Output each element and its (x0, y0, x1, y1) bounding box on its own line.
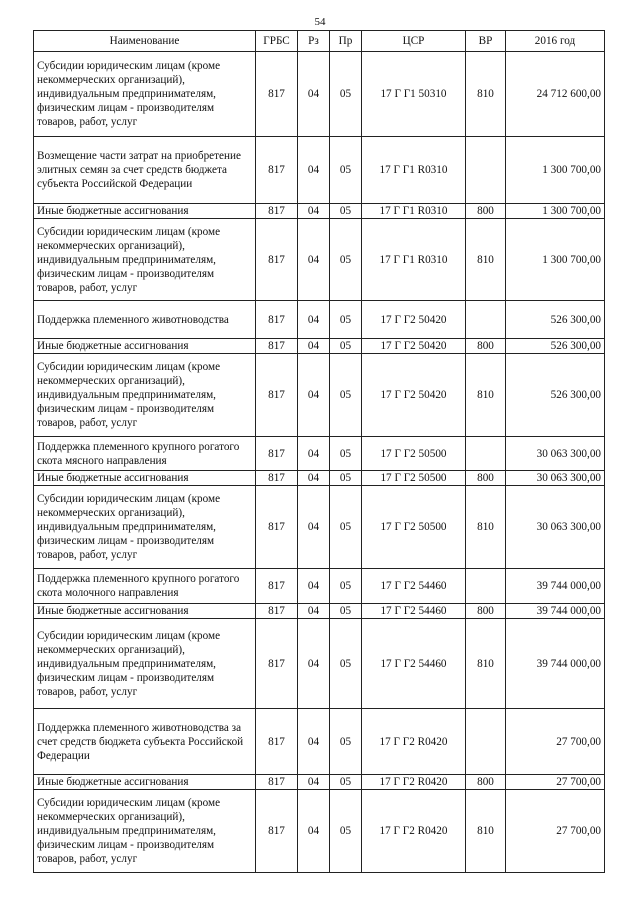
row-grbs: 817 (256, 219, 298, 301)
row-pr: 05 (330, 339, 362, 354)
row-rz: 04 (298, 604, 330, 619)
row-vr (466, 301, 506, 339)
row-vr: 810 (466, 486, 506, 569)
row-rz: 04 (298, 301, 330, 339)
row-amount: 30 063 300,00 (506, 437, 605, 471)
row-pr: 05 (330, 204, 362, 219)
row-name: Субсидии юридическим лицам (кроме некоммерческих организаций), индивидуальным предпринимателям, физическим лицам - производителям товаров, работ, услуг (34, 790, 256, 873)
table-header-row (34, 31, 605, 52)
table-row (34, 339, 605, 354)
row-grbs: 817 (256, 301, 298, 339)
row-amount: 1 300 700,00 (506, 137, 605, 204)
row-vr (466, 437, 506, 471)
table-row (34, 775, 605, 790)
row-rz: 04 (298, 775, 330, 790)
row-amount: 526 300,00 (506, 301, 605, 339)
row-grbs: 817 (256, 604, 298, 619)
row-amount: 39 744 000,00 (506, 569, 605, 604)
row-pr: 05 (330, 137, 362, 204)
row-grbs: 817 (256, 52, 298, 137)
row-vr: 810 (466, 219, 506, 301)
row-amount: 526 300,00 (506, 354, 605, 437)
row-name: Иные бюджетные ассигнования (34, 604, 256, 619)
row-vr: 810 (466, 52, 506, 137)
row-vr: 800 (466, 339, 506, 354)
table-row (34, 204, 605, 219)
row-csr: 17 Г Г1 50310 (362, 52, 466, 137)
table-row (34, 354, 605, 437)
row-vr (466, 569, 506, 604)
row-amount: 1 300 700,00 (506, 219, 605, 301)
header-name: Наименование (34, 31, 256, 52)
row-pr: 05 (330, 709, 362, 775)
header-grbs: ГРБС (256, 31, 298, 52)
row-name: Субсидии юридическим лицам (кроме некоммерческих организаций), индивидуальным предпринимателям, физическим лицам - производителям товаров, работ, услуг (34, 52, 256, 137)
row-name: Иные бюджетные ассигнования (34, 204, 256, 219)
row-pr: 05 (330, 354, 362, 437)
row-grbs: 817 (256, 709, 298, 775)
row-csr: 17 Г Г2 54460 (362, 604, 466, 619)
row-csr: 17 Г Г2 50500 (362, 437, 466, 471)
row-csr: 17 Г Г2 R0420 (362, 709, 466, 775)
row-amount: 30 063 300,00 (506, 471, 605, 486)
row-vr: 800 (466, 204, 506, 219)
row-rz: 04 (298, 339, 330, 354)
row-rz: 04 (298, 569, 330, 604)
row-vr: 810 (466, 354, 506, 437)
row-rz: 04 (298, 619, 330, 709)
row-csr: 17 Г Г1 R0310 (362, 219, 466, 301)
table-row (34, 437, 605, 471)
row-amount: 27 700,00 (506, 775, 605, 790)
table-row (34, 790, 605, 873)
row-rz: 04 (298, 471, 330, 486)
row-csr: 17 Г Г2 R0420 (362, 775, 466, 790)
row-vr (466, 137, 506, 204)
row-pr: 05 (330, 775, 362, 790)
row-rz: 04 (298, 204, 330, 219)
row-vr: 800 (466, 471, 506, 486)
row-pr: 05 (330, 486, 362, 569)
row-rz: 04 (298, 709, 330, 775)
table-row (34, 709, 605, 775)
row-vr (466, 709, 506, 775)
row-name: Поддержка племенного крупного рогатого скота молочного направления (34, 569, 256, 604)
header-year: 2016 год (506, 31, 605, 52)
row-pr: 05 (330, 437, 362, 471)
row-csr: 17 Г Г2 50500 (362, 486, 466, 569)
row-amount: 30 063 300,00 (506, 486, 605, 569)
header-pr: Пр (330, 31, 362, 52)
row-vr: 810 (466, 790, 506, 873)
row-csr: 17 Г Г2 54460 (362, 619, 466, 709)
row-grbs: 817 (256, 775, 298, 790)
table-row (34, 604, 605, 619)
row-grbs: 817 (256, 339, 298, 354)
row-name: Иные бюджетные ассигнования (34, 775, 256, 790)
row-pr: 05 (330, 301, 362, 339)
row-pr: 05 (330, 219, 362, 301)
header-vr: ВР (466, 31, 506, 52)
row-rz: 04 (298, 486, 330, 569)
row-name: Иные бюджетные ассигнования (34, 339, 256, 354)
row-csr: 17 Г Г2 54460 (362, 569, 466, 604)
row-rz: 04 (298, 354, 330, 437)
table-row (34, 471, 605, 486)
table-row (34, 301, 605, 339)
row-rz: 04 (298, 137, 330, 204)
row-pr: 05 (330, 52, 362, 137)
row-csr: 17 Г Г1 R0310 (362, 204, 466, 219)
table-row (34, 219, 605, 301)
row-grbs: 817 (256, 486, 298, 569)
page-number: 54 (314, 16, 326, 28)
row-grbs: 817 (256, 790, 298, 873)
row-rz: 04 (298, 52, 330, 137)
table-row (34, 137, 605, 204)
row-csr: 17 Г Г2 50420 (362, 354, 466, 437)
row-grbs: 817 (256, 204, 298, 219)
row-name: Поддержка племенного животноводства (34, 301, 256, 339)
row-csr: 17 Г Г2 50420 (362, 339, 466, 354)
row-name: Иные бюджетные ассигнования (34, 471, 256, 486)
table-row (34, 619, 605, 709)
row-amount: 39 744 000,00 (506, 619, 605, 709)
row-amount: 24 712 600,00 (506, 52, 605, 137)
row-amount: 526 300,00 (506, 339, 605, 354)
row-vr: 800 (466, 775, 506, 790)
table-row (34, 52, 605, 137)
table-row (34, 486, 605, 569)
row-amount: 27 700,00 (506, 709, 605, 775)
row-name: Поддержка племенного животноводства за счет средств бюджета субъекта Российской Федерации (34, 709, 256, 775)
row-name: Субсидии юридическим лицам (кроме некоммерческих организаций), индивидуальным предпринимателям, физическим лицам - производителям товаров, работ, услуг (34, 219, 256, 301)
header-rz: Рз (298, 31, 330, 52)
row-name: Субсидии юридическим лицам (кроме некоммерческих организаций), индивидуальным предпринимателям, физическим лицам - производителям товаров, работ, услуг (34, 354, 256, 437)
row-vr: 800 (466, 604, 506, 619)
header-csr: ЦСР (362, 31, 466, 52)
row-csr: 17 Г Г2 50420 (362, 301, 466, 339)
row-rz: 04 (298, 437, 330, 471)
row-csr: 17 Г Г1 R0310 (362, 137, 466, 204)
budget-table (33, 30, 605, 873)
row-grbs: 817 (256, 471, 298, 486)
row-grbs: 817 (256, 619, 298, 709)
row-rz: 04 (298, 790, 330, 873)
row-csr: 17 Г Г2 R0420 (362, 790, 466, 873)
row-pr: 05 (330, 604, 362, 619)
row-name: Возмещение части затрат на приобретение элитных семян за счет средств бюджета субъекта Российской Федерации (34, 137, 256, 204)
row-pr: 05 (330, 471, 362, 486)
row-grbs: 817 (256, 137, 298, 204)
row-grbs: 817 (256, 437, 298, 471)
row-name: Субсидии юридическим лицам (кроме некоммерческих организаций), индивидуальным предпринимателям, физическим лицам - производителям товаров, работ, услуг (34, 486, 256, 569)
row-grbs: 817 (256, 354, 298, 437)
row-amount: 39 744 000,00 (506, 604, 605, 619)
row-vr: 810 (466, 619, 506, 709)
row-csr: 17 Г Г2 50500 (362, 471, 466, 486)
row-rz: 04 (298, 219, 330, 301)
row-amount: 27 700,00 (506, 790, 605, 873)
table-row (34, 569, 605, 604)
row-grbs: 817 (256, 569, 298, 604)
row-pr: 05 (330, 790, 362, 873)
row-name: Поддержка племенного крупного рогатого скота мясного направления (34, 437, 256, 471)
row-pr: 05 (330, 619, 362, 709)
row-pr: 05 (330, 569, 362, 604)
row-name: Субсидии юридическим лицам (кроме некоммерческих организаций), индивидуальным предпринимателям, физическим лицам - производителям товаров, работ, услуг (34, 619, 256, 709)
row-amount: 1 300 700,00 (506, 204, 605, 219)
